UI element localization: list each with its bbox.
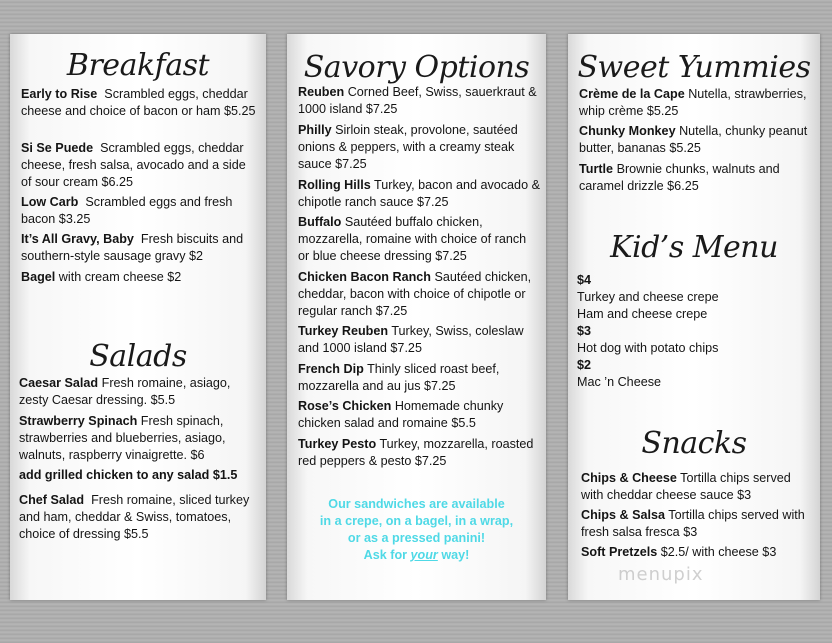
item-desc: Thinly sliced roast beef, mozzarella and au jus $7.25	[298, 362, 500, 393]
item-desc: Sautéed buffalo chicken, mozzarella, romaine with choice of ranch or blue cheese dressing $7.25	[298, 215, 527, 263]
item-desc: Turkey, bacon and avocado & chipotle ranch sauce $7.25	[298, 178, 540, 209]
breakfast-heading: Breakfast	[66, 48, 210, 83]
sweet-heading: Sweet Yummies	[577, 50, 811, 85]
item-name: Chunky Monkey	[579, 124, 676, 138]
menu-item	[581, 544, 815, 561]
menu-item	[581, 507, 815, 541]
item-desc: Fresh biscuits and southern-style sausage gravy $2	[21, 232, 244, 263]
promo-line	[287, 547, 546, 564]
item-name: Reuben	[298, 85, 345, 99]
snacks-heading: Snacks	[641, 426, 747, 461]
menu-item	[298, 177, 540, 211]
item-name: Chips & Salsa	[581, 508, 665, 522]
item-desc: Fresh spinach, strawberries and blueberries, asiago, walnuts, raspberry vinaigrette. $6	[19, 414, 226, 462]
menu-item	[298, 122, 540, 173]
item-desc: Sirloin steak, provolone, sautéed onions & peppers, with a creamy steak sauce $7.25	[298, 123, 518, 171]
kids-menu-list	[577, 272, 813, 391]
item-desc: with cream cheese $2	[58, 270, 182, 284]
kids-item: Hot dog with potato chips	[577, 341, 719, 355]
item-name: Chips & Cheese	[581, 471, 677, 485]
item-name: Chicken Bacon Ranch	[298, 270, 431, 284]
menu-item	[298, 214, 540, 265]
menu-panel-sweet-kids-snacks	[568, 34, 820, 600]
item-name: Turkey Pesto	[298, 437, 377, 451]
item-name: Early to Rise	[21, 87, 98, 101]
sandwich-options-note	[287, 496, 546, 564]
menu-item	[21, 231, 259, 265]
menu-item	[298, 84, 540, 118]
menu-item	[21, 140, 259, 191]
menu-panel-breakfast-salads	[10, 34, 266, 600]
menu-item	[19, 492, 259, 543]
promo-line: in a crepe, on a bagel, in a wrap,	[319, 514, 514, 528]
item-name: Strawberry Spinach	[19, 414, 138, 428]
item-name: Turkey Reuben	[298, 324, 389, 338]
savory-heading: Savory Options	[303, 50, 530, 85]
item-desc: Fresh romaine, sliced turkey and ham, cheddar & Swiss, tomatoes, choice of dressing $5.5	[19, 493, 250, 541]
menu-item	[298, 436, 540, 470]
item-name: add grilled chicken to any salad $1.5	[19, 468, 238, 482]
menu-item	[21, 86, 259, 120]
item-name: French Dip	[298, 362, 364, 376]
kids-menu-heading: Kid’s Menu	[610, 230, 778, 265]
promo-line: or as a pressed panini!	[347, 531, 486, 545]
item-name: Soft Pretzels	[581, 545, 658, 559]
price-tier: $3	[577, 324, 592, 338]
item-name: Chef Salad	[19, 493, 85, 507]
item-name: Turtle	[579, 162, 614, 176]
menu-item	[298, 398, 540, 432]
item-desc: Turkey, mozzarella, roasted red peppers & pesto $7.25	[298, 437, 534, 468]
menu-item	[298, 361, 540, 395]
item-name: Philly	[298, 123, 332, 137]
promo-line: Our sandwiches are available	[328, 497, 505, 511]
item-desc: Fresh romaine, asiago, zesty Caesar dressing. $5.5	[19, 376, 231, 407]
item-desc: Brownie chunks, walnuts and caramel drizzle $6.25	[579, 162, 780, 193]
promo-emphasis: your	[410, 548, 438, 562]
price-tier: $4	[577, 273, 592, 287]
item-desc: Tortilla chips served with fresh salsa fresca $3	[581, 508, 805, 539]
item-desc: Corned Beef, Swiss, sauerkraut & 1000 island $7.25	[298, 85, 537, 116]
item-name: Caesar Salad	[19, 376, 99, 390]
item-desc: $2.5/ with cheese $3	[660, 545, 777, 559]
item-desc: Nutella, strawberries, whip crème $5.25	[579, 87, 807, 118]
menu-item	[21, 269, 259, 286]
item-name: It’s All Gravy, Baby	[21, 232, 134, 246]
menu-item	[579, 161, 815, 195]
item-name: Bagel	[21, 270, 56, 284]
item-desc: Tortilla chips served with cheddar cheese sauce $3	[581, 471, 791, 502]
item-desc: Scrambled eggs and fresh bacon $3.25	[21, 195, 233, 226]
price-tier: $2	[577, 358, 592, 372]
item-desc: Turkey, Swiss, coleslaw and 1000 island $7.25	[298, 324, 524, 355]
menu-item	[298, 269, 540, 320]
promo-text: Ask for	[363, 548, 411, 562]
menu-item	[581, 470, 815, 504]
item-name: Low Carb	[21, 195, 79, 209]
item-name: Crème de la Cape	[579, 87, 685, 101]
item-name: Rose’s Chicken	[298, 399, 392, 413]
kids-item: Ham and cheese crepe	[577, 307, 708, 321]
item-name: Rolling Hills	[298, 178, 371, 192]
item-desc: Sautéed chicken, cheddar, bacon with choice of chipotle or regular ranch $7.25	[298, 270, 532, 318]
kids-item: Turkey and cheese crepe	[577, 290, 719, 304]
menu-item	[19, 467, 259, 484]
item-name: Buffalo	[298, 215, 342, 229]
menu-item	[579, 86, 815, 120]
menu-item	[298, 323, 540, 357]
kids-item: Mac ’n Cheese	[577, 375, 661, 389]
promo-text: way!	[437, 548, 470, 562]
watermark: menupix	[618, 564, 704, 585]
menu-item	[21, 194, 259, 228]
menu-panel-savory	[287, 34, 546, 600]
menu-item	[579, 123, 815, 157]
item-desc: Nutella, chunky peanut butter, bananas $5.25	[579, 124, 808, 155]
item-desc: Homemade chunky chicken salad and romaine $5.5	[298, 399, 504, 430]
item-desc: Scrambled eggs, cheddar cheese, fresh salsa, avocado and a side of sour cream $6.25	[21, 141, 246, 189]
item-desc: Scrambled eggs, cheddar cheese and choice of bacon or ham $5.25	[21, 87, 256, 118]
menu-item	[19, 375, 259, 409]
item-name: Si Se Puede	[21, 141, 94, 155]
salads-heading: Salads	[89, 339, 187, 374]
menu-item	[19, 413, 259, 464]
